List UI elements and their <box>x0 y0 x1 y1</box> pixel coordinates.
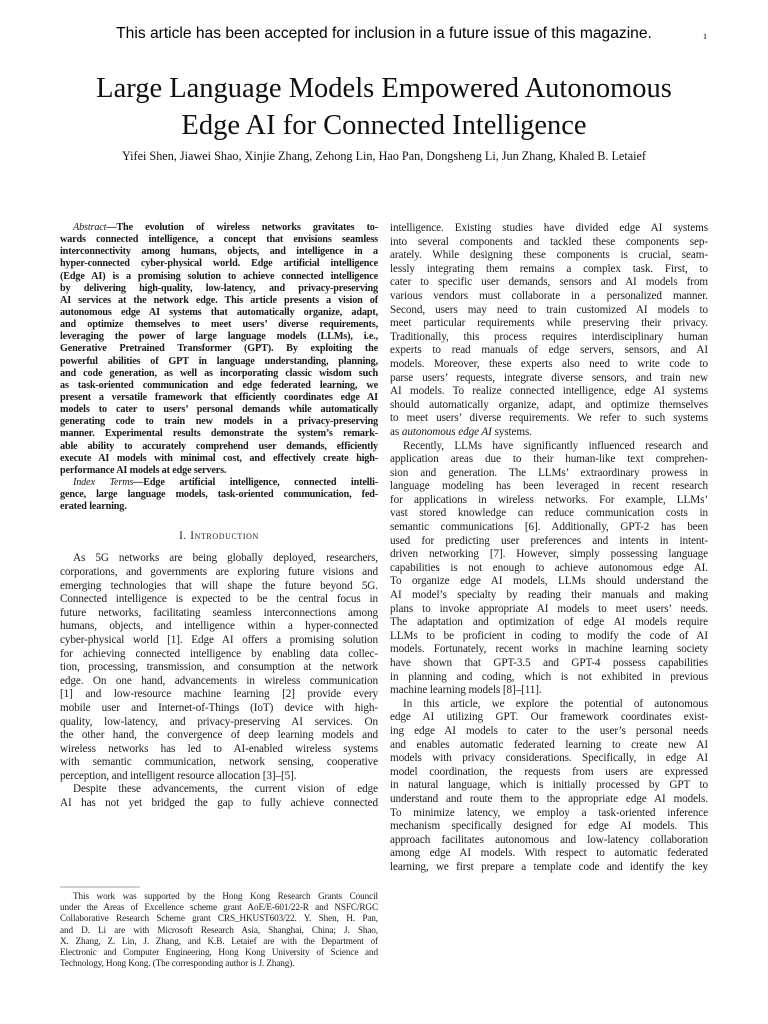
text-line: Despite these advancements, the current vision of edge <box>73 783 378 796</box>
text-line: X. Zhang, Z. Lin, J. Zhang, and K.B. Letaief are with the Department of <box>60 935 378 946</box>
text-line: quality, low-latency, and privacy-preserving AI services. On <box>60 715 378 728</box>
text-line: various vendors must collaborate in a personalized manner. <box>390 289 708 302</box>
text-line: models. Moreover, these experts also need to write code to <box>390 357 708 370</box>
text-line: performance AI models at edge servers. <box>60 464 227 476</box>
text-line: lessly integrating them remains a complex task. First, to <box>390 262 708 275</box>
text-line: experts to read manuals of edge servers, sensors, and AI <box>390 344 708 357</box>
text-line: among edge AI models. With respect to automatic federated <box>390 847 708 860</box>
text-line: and enables automatic federated learning to create new AI <box>390 738 708 751</box>
text-line: arately. While designing these components is crucial, seam- <box>390 249 708 262</box>
text-line: for achieving connected intelligence by enabling data collec- <box>60 647 378 660</box>
text-line: in natural language, which is initially processed by GPT to <box>390 779 708 792</box>
text-line: perception, and intelligent resource allocation [3]–[5]. <box>60 769 297 782</box>
text-line: present a versatile framework that efficiently coordinates edge AI <box>60 391 378 403</box>
text-line: learning, we first prepare a template code and identify the key <box>390 860 708 873</box>
text-line: by delivering high-quality, low-latency, and privacy-preserving <box>60 282 378 294</box>
text-line: In this article, we explore the potential of autonomous <box>403 697 708 710</box>
text-line: Connected intelligence is expected to be the central focus in <box>60 593 378 606</box>
text-line: with semantic communication, network sensing, cooperative <box>60 756 378 769</box>
text-line: Electronic and Computer Engineering, Hong Kong University of Science and <box>60 946 378 957</box>
text-line: and optimize themselves to meet users’ diverse requirements, <box>60 319 378 331</box>
text-line: intelligence. Existing studies have divided edge AI systems <box>390 222 708 234</box>
text-line: autonomous edge AI systems that automatically organize, adapt, <box>60 306 378 318</box>
text-line: capabilities is not enough to achieve autonomous edge AI. <box>390 561 708 574</box>
text-line: hyper-connected cyber-physical world. Edge artificial intelligence <box>60 258 378 270</box>
text-line: LLMs to be proficient in coding to modify the code of AI <box>390 629 708 642</box>
text-line: Technology, Hong Kong. (The corresponding author is J. Zhang). <box>60 958 295 969</box>
index-terms <box>60 477 378 513</box>
text-line: into several components and tackled these components sep- <box>390 235 708 248</box>
text-line: for applications in wireless networks. For example, LLMs’ <box>390 493 708 506</box>
right-column-body <box>390 222 708 875</box>
text-line: Collaborative Research Scheme grant CRS_HKUST603/22. Y. Shen, H. Pan, <box>60 913 378 924</box>
text-line: (Edge AI) is a promising solution to achieve connected intelligence <box>60 270 378 282</box>
text-line: cyber-physical world [1]. Edge AI offers a promising solution <box>60 633 378 646</box>
text-line: tion, processing, transmission, and consumption at the network <box>60 661 378 674</box>
text-line: used for predicting user preferences and intents in intent- <box>390 534 708 547</box>
text-line: sion and generation. The LLMs’ extraordinary prowess in <box>390 466 708 479</box>
text-line: AI model’s specialty by reading their manuals and making <box>390 589 708 602</box>
text-line: mobile user and Internet-of-Things (IoT) device with high- <box>60 701 378 714</box>
text-line: language modeling has been leveraged in recent research <box>390 480 708 493</box>
text-line: edge AI utilizing GPT. Our framework coordinates exist- <box>390 711 708 724</box>
paragraph <box>390 222 708 440</box>
text-line: ing edge AI models to cater to the user’s personal needs <box>390 724 708 737</box>
text-line: To organize edge AI models, LLMs should understand the <box>390 575 708 588</box>
index-terms-label: Index Terms <box>73 476 134 488</box>
text-line: cater to specific user demands, sensors and AI models from <box>390 276 708 289</box>
footnote <box>60 883 378 969</box>
text-line: understand and route them to the appropriate edge AI models. <box>390 792 708 805</box>
text-line: mechanism specifically designed for edge AI models. This <box>390 820 708 833</box>
footnote-rule <box>60 883 378 891</box>
text-line: Abstract—The evolution of wireless networks gravitates to- <box>73 222 378 233</box>
text-line: approach facilitates autonomous and low-latency collaboration <box>390 833 708 846</box>
text-line: driven networking [7]. However, simply possessing language <box>390 548 708 561</box>
text-line: AI has not yet bridged the gap to fully achieve connected <box>60 797 378 810</box>
text-line: vast stored knowledge can reduce communication costs in <box>390 507 708 520</box>
text-line: As 5G networks are being globally deployed, researchers, <box>73 552 378 565</box>
acceptance-banner: This article has been accepted for inclusion in a future issue of this magazine. <box>116 25 652 42</box>
text-line: as autonomous edge AI systems. <box>390 425 532 438</box>
text-line: powerful abilities of GPT in language understanding, planning, <box>60 355 378 367</box>
section-title: Introduction <box>190 530 259 543</box>
text-line: models with privacy considerations. Specifically, in edge AI <box>390 752 708 765</box>
text-line: edge. On one hand, advancements in wireless communication <box>60 674 378 687</box>
text-line: The adaptation and optimization of edge AI models require <box>390 616 708 629</box>
abstract <box>60 222 378 477</box>
text-line: parse users’ requests, integrate diverse sensors, and train new <box>390 371 708 384</box>
text-line: erated learning. <box>60 501 127 513</box>
paragraph <box>390 698 708 875</box>
text-line: To minimize latency, we employ a task-oriented inference <box>390 806 708 819</box>
text-line: able ability to accurately comprehend user demands, efficiently <box>60 440 378 452</box>
section-number: I. <box>179 530 191 543</box>
text-line: and code generation, as well as incorporating classic wisdom such <box>60 367 378 379</box>
emphasis-term: autonomous edge AI <box>401 425 492 438</box>
text-line: models to cater to users’ personal demands while automatically <box>60 404 378 416</box>
paragraph <box>60 552 378 783</box>
text-line: wards connected intelligence, a concept that envisions seamless <box>60 234 378 246</box>
text-line: meet particular requirements while preserving their privacy. <box>390 317 708 330</box>
text-line: should automatically organize, adapt, and optimize themselves <box>390 398 708 411</box>
text-line: Second, users may need to train customized AI models to <box>390 303 708 316</box>
paper-title <box>40 70 728 144</box>
author-list: Yifei Shen, Jiawei Shao, Xinjie Zhang, Zehong Lin, Hao Pan, Dongsheng Li, Jun Zhang, Khaled B. Letaief <box>122 149 646 163</box>
text-line: model coordination, the requests from users are expressed <box>390 765 708 778</box>
introduction-body <box>60 552 378 810</box>
text-line: in planning and coding, which is not exhibited in previous <box>390 670 708 683</box>
section-heading <box>60 522 378 550</box>
text-line: wireless networks has led to AI-enabled wireless systems <box>60 742 378 755</box>
text-line: application areas due to their human-like text comprehen- <box>390 453 708 466</box>
text-line: the other hand, the convergence of deep learning models and <box>60 729 378 742</box>
left-column <box>60 222 378 811</box>
text-line: interconnectivity among humans, objects, and intelligence in a <box>60 246 378 258</box>
title-line: Edge AI for Connected Intelligence <box>181 110 587 141</box>
text-line: [1] and low-resource machine learning [2] provide every <box>60 688 378 701</box>
text-line: This work was supported by the Hong Kong Research Grants Council <box>73 891 378 901</box>
text-line: models. Fortunately, recent works in machine learning society <box>390 643 708 656</box>
paragraph <box>60 783 378 810</box>
text-line: Index Terms—Edge artificial intelligence, connected intelli- <box>73 476 378 488</box>
text-line: corporations, and governments are exploring future visions and <box>60 565 378 578</box>
text-line: plans to invoke appropriate AI models to meet users’ needs. <box>390 602 708 615</box>
text-line: machine learning models [8]–[11]. <box>390 684 542 697</box>
text-line: future networks, facilitating seamless interconnections among <box>60 606 378 619</box>
text-line: manner. Experimental results demonstrate the system’s remark- <box>60 428 378 440</box>
abstract-label: Abstract <box>73 222 107 233</box>
text-line: as task-oriented communication and edge federated learning, we <box>60 379 378 391</box>
page-number: 1 <box>703 32 707 41</box>
text-line: Generative Pretrained Transformer (GPT). By exploiting the <box>60 343 378 355</box>
text-line: emerging technologies that will shape the future beyond 5G. <box>60 579 378 592</box>
text-line: have shown that GPT-3.5 and GPT-4 possess capabilities <box>390 657 708 669</box>
title-line: Large Language Models Empowered Autonomous <box>96 73 672 104</box>
text-line: Traditionally, this process requires interdisciplinary human <box>390 330 708 343</box>
text-line: generating code to train new models in a privacy-preserving <box>60 416 378 428</box>
text-line: Recently, LLMs have significantly influenced research and <box>403 439 708 452</box>
text-line: AI services at the network edge. This article presents a vision of <box>60 294 378 306</box>
text-line: execute AI models with minimal cost, and effectively create high- <box>60 452 378 464</box>
text-line: to meet users’ diverse requirements. We refer to such systems <box>390 412 708 425</box>
right-column <box>390 222 708 875</box>
text-line: semantic communications [6]. Additionally, GPT-2 has been <box>390 521 708 534</box>
paragraph <box>390 440 708 698</box>
text-line: under the Areas of Excellence scheme grant AoE/E-601/22-R and NSFC/RGC <box>60 902 378 913</box>
text-line: AI models. To realize connected intelligence, edge AI systems <box>390 385 708 398</box>
text-line: gence, large language models, task-oriented communication, fed- <box>60 489 378 501</box>
text-line: leveraging the power of large language models (LLMs), i.e., <box>60 331 378 343</box>
text-line: and D. Li are with Microsoft Research Asia, Shanghai, China; J. Shao, <box>60 924 378 935</box>
footnote-text <box>60 891 378 969</box>
text-line: humans, objects, and intelligence within a hyper-connected <box>60 620 378 633</box>
